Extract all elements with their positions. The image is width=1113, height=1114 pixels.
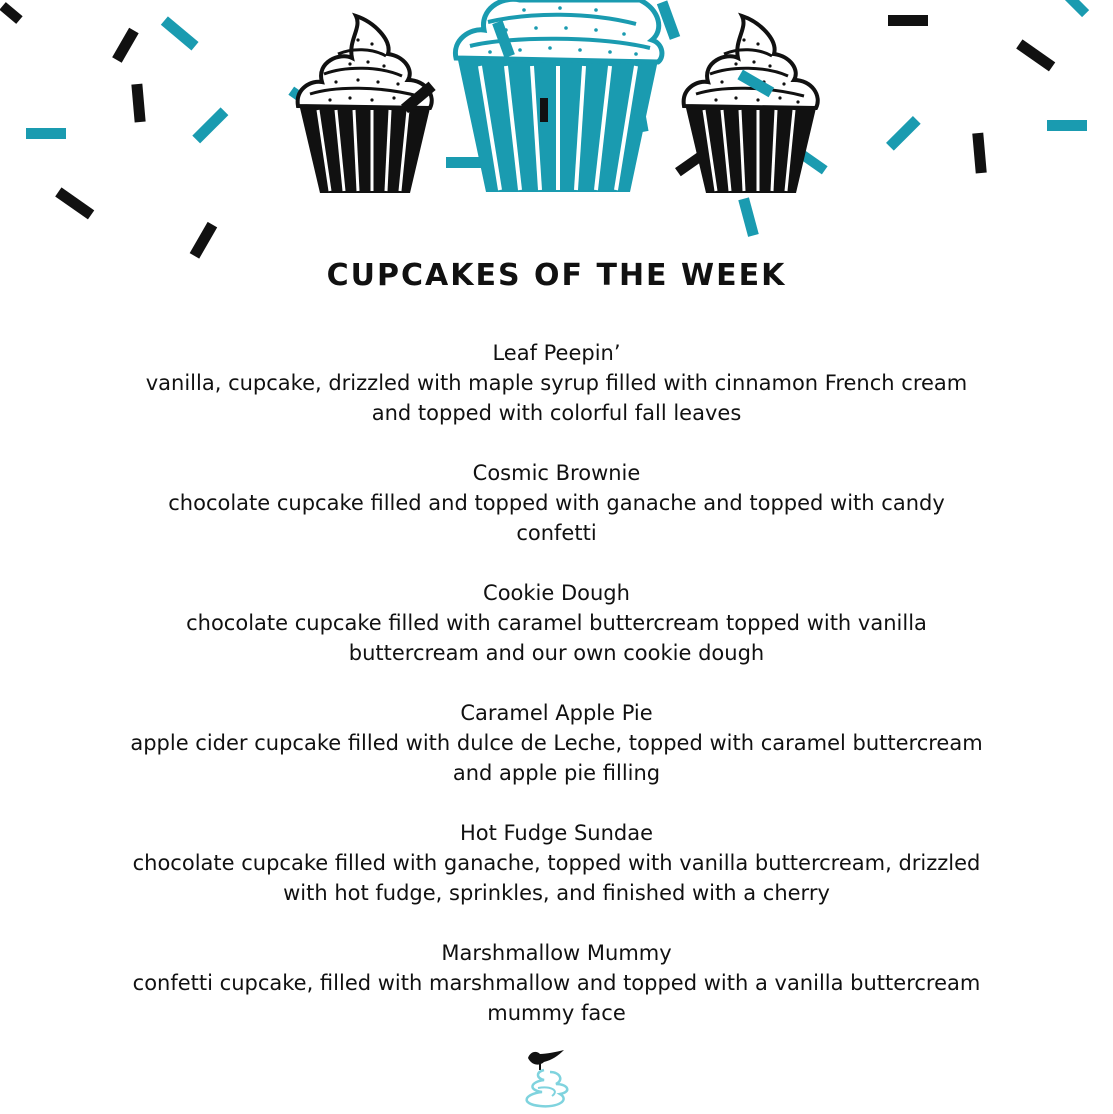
page-title: CUPCAKES OF THE WEEK [326, 258, 787, 293]
list-item [0, 578, 1113, 668]
item-name: Caramel Apple Pie [460, 701, 653, 725]
cupcake-icon [298, 16, 436, 193]
header-illustration [0, 0, 1113, 270]
item-description: apple cider cupcake filled with dulce de Leche, topped with caramel buttercream and apple pie filling [130, 731, 983, 785]
list-item [0, 938, 1113, 1028]
list-item [0, 698, 1113, 788]
bird-logo-icon [500, 1044, 590, 1114]
item-name: Cosmic Brownie [472, 461, 641, 485]
cupcake-icon [455, 0, 662, 192]
item-name: Hot Fudge Sundae [459, 821, 654, 845]
item-description: chocolate cupcake filled with ganache, topped with vanilla buttercream, drizzled with hot fudge, sprinkles, and finished with a cherry [132, 851, 981, 905]
list-item [0, 458, 1113, 548]
list-item [0, 338, 1113, 428]
list-item [0, 818, 1113, 908]
item-description: chocolate cupcake filled with caramel buttercream topped with vanilla buttercream and our own cookie dough [186, 611, 927, 665]
item-name: Marshmallow Mummy [441, 941, 672, 965]
item-description: confetti cupcake, filled with marshmallow and topped with a vanilla buttercream mummy face [132, 971, 981, 1025]
item-description: chocolate cupcake filled and topped with ganache and topped with candy confetti [168, 491, 945, 545]
cupcake-menu [0, 338, 1113, 1058]
item-description: vanilla, cupcake, drizzled with maple syrup filled with cinnamon French cream and topped with colorful fall leaves [145, 371, 968, 425]
cupcake-icon [684, 16, 818, 193]
item-name: Leaf Peepin’ [492, 341, 621, 365]
item-name: Cookie Dough [483, 581, 630, 605]
